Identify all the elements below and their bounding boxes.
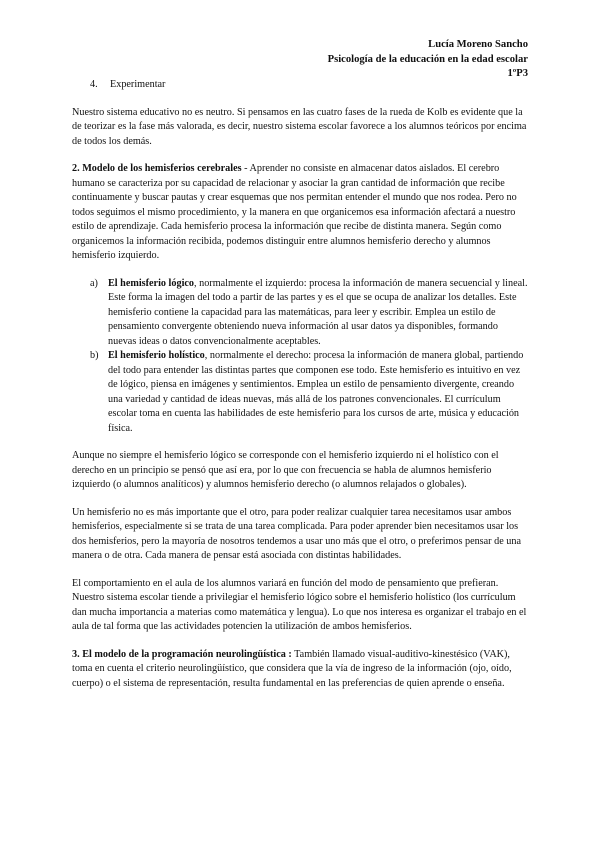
group-label: 1ºP3 [507,68,528,79]
item-title: El hemisferio holístico [108,350,205,361]
section-text: - Aprender no consiste en almacenar datos aislados. El cerebro humano se caracteriza por su capacidad de relacionar y asociar la gran cantidad de información que recibe continuamente y buscar pautas y crear esquemas que nos permitan entender el mundo que nos rodea. Pero no todos seguimos el mismo procedimiento, y la manera en que organicemos esa información afectará a nuestro estilo de aprendizaje. Cada hemisferio procesa la información que recibe de distinta manera. Según como organicemos la información recibida, podemos distinguir entre alumnos hemisferio derecho y alumnos hemisferio izquierdo. [72,163,517,261]
item-text: , normalmente el derecho: procesa la información de manera global, partiendo del todo para entender las distintas partes que componen ese todo. Este hemisferio es intuitivo en vez de lógico, piensa en imágenes y sentimientos. Emplea un estilo de pensamiento divergente, creando una variedad y cantidad de ideas nuevas, más allá de los patrones convencionales. El currículum escolar toma en cuenta las habilidades de este hemisferio para los cursos de arte, música y educación física. [108,350,524,434]
author-name: Lucía Moreno Sancho [428,39,528,50]
paragraph-un-hemisferio: Un hemisferio no es más importante que el otro, para poder realizar cualquier tarea necesitamos usar ambos hemisferios, especialmente si se trata de una tarea complicada. Para poder aprender bien necesitamos usar los dos hemisferios, pero la mayoría de nosotros tendemos a usar uno más que el otro, o preferimos pensar de una manera o de otra. Cada manera de pensar está asociada con distintas habilidades. [72,506,521,561]
list-item-logical [90,277,528,350]
list-marker: a) [90,277,98,289]
course-title: Psicología de la educación en la edad escolar [327,53,528,65]
paragraph-aunque: Aunque no siempre el hemisferio lógico se corresponde con el hemisferio izquierdo ni el holístico con el derecho en un principio se pensó que así era, por lo que con frecuencia se habla de alumnos hemisferio izquierdo (o alumnos analíticos) y alumnos hemisferio derecho (o alumnos relajados o globales). [72,450,499,490]
document-body [72,78,528,704]
item-title: El hemisferio lógico [108,277,195,289]
numbered-list-item [90,78,528,93]
list-marker: b) [90,350,99,361]
item-text: , normalmente el izquierdo: procesa la información de manera secuencial y lineal. Este forma la imagen del todo a partir de las partes y es el que se ocupa de analizar los detalles. Este hemisferio contiene la capacidad para las matemáticas, para leer y escribir. Emplea un estilo de pensamiento convergente obteniendo nueva información al usar datos ya disponibles, formando nuevas ideas o datos convencionalmente aceptables. [108,277,528,347]
section-text: También llamado visual-auditivo-kinestésico (VAK), toma en cuenta el criterio neurolingüístico, que considera que la vía de ingreso de la información (ojo, oído, cuerpo) o el sistema de representación, resulta fundamental en las preferencias de quien aprende o enseña. [72,648,512,689]
paragraph-kolb: Nuestro sistema educativo no es neutro. Si pensamos en las cuatro fases de la rueda de Kolb es evidente que la de teorizar es la fase más valorada, es decir, nuestro sistema escolar favorece a los alumnos teóricos por encima de todos los demás. [72,106,527,147]
section-title: 3. El modelo de la programación neurolingüística : [72,648,292,660]
section-hemispheres [72,162,528,264]
list-item-text: Experimentar [110,79,166,90]
list-number: 4. [90,79,98,90]
section-neurolinguistic [72,648,528,692]
list-item-holistic [90,349,528,436]
section-title: 2. Modelo de los hemisferios cerebrales [72,163,242,174]
hemisphere-list [72,277,528,437]
page-header [328,38,528,82]
paragraph-comportamiento: El comportamiento en el aula de los alumnos variará en función del modo de pensamiento que prefieran. Nuestro sistema escolar tiende a privilegiar el hemisferio lógico sobre el hemisferio holístico (los currículum dan mucha importancia a materias como matemática y lengua). Lo que nos interesa es organizar el trabajo en el aula de tal forma que las actividades potencien la utilización de ambos hemisferios. [72,577,527,632]
